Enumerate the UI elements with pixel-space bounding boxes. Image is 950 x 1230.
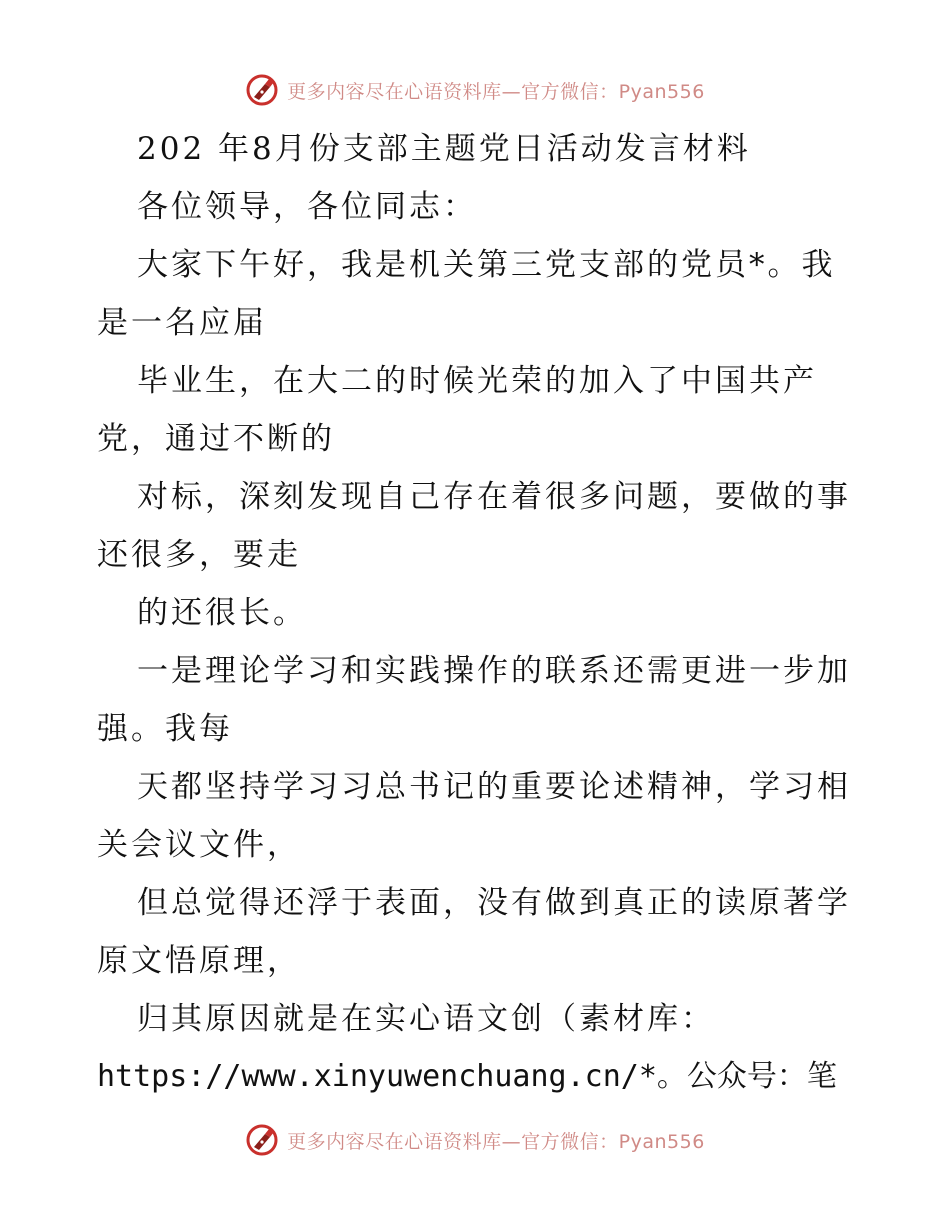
pen-nib-logo-icon: [245, 73, 279, 107]
text-line: 关会议文件，: [97, 827, 301, 863]
text-line: 强。我每: [97, 711, 233, 747]
text-line: 是一名应届: [97, 305, 267, 341]
text-line: 一是理论学习和实践操作的联系还需更进一步加: [137, 653, 851, 689]
text-line: 的还很长。: [137, 595, 307, 631]
url-line: https://www.xinyuwenchuang.cn/*。公众号：笔: [97, 1059, 837, 1094]
pen-nib-logo-icon: [245, 1123, 279, 1157]
text-line: 党，通过不断的: [97, 421, 335, 457]
footer-banner: [0, 1120, 950, 1160]
text-line: 但总觉得还浮于表面，没有做到真正的读原著学: [137, 885, 851, 921]
text-line: 对标，深刻发现自己存在着很多问题，要做的事: [137, 479, 851, 515]
text-line: 还很多，要走: [97, 537, 301, 573]
footer-banner-text: 更多内容尽在心语资料库—官方微信：Pyan556: [287, 1130, 705, 1153]
text-line: 归其原因就是在实心语文创（素材库：: [137, 1001, 715, 1037]
text-line: 原文悟原理，: [97, 943, 301, 979]
document-title: 202 年8月份支部主题党日活动发言材料: [137, 131, 751, 167]
header-banner-text: 更多内容尽在心语资料库—官方微信：Pyan556: [287, 80, 705, 103]
header-banner: [0, 70, 950, 110]
text-line: 毕业生，在大二的时候光荣的加入了中国共产: [137, 363, 817, 399]
document-body: [97, 120, 857, 1106]
text-line: 天都坚持学习习总书记的重要论述精神，学习相: [137, 769, 851, 805]
text-line: 各位领导，各位同志：: [137, 189, 477, 225]
text-line: 大家下午好，我是机关第三党支部的党员*。我: [137, 247, 836, 283]
